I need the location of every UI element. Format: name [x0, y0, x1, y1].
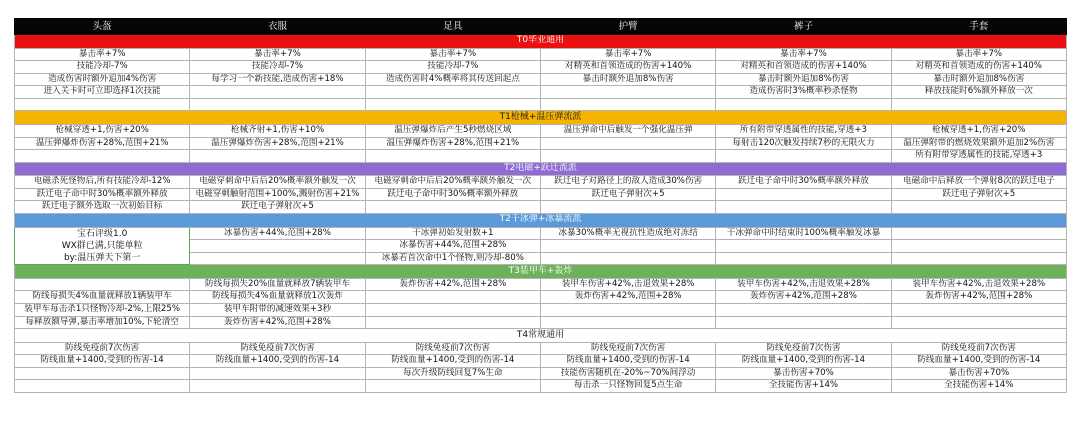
- table-cell: [190, 380, 365, 393]
- header-clothes: 衣服: [190, 19, 365, 35]
- table-cell: 暴击时额外追加8%伤害: [540, 73, 715, 86]
- table-cell: 电磁命中后释放一个弹射8次的跃迁电子: [891, 176, 1066, 189]
- table-cell: [365, 291, 540, 304]
- table-cell: [365, 98, 540, 111]
- table-cell: 电磁穿刺触射范围+100%,溅射伤害+21%: [190, 188, 365, 201]
- table-cell: 轰炸伤害+42%,范围+28%: [891, 291, 1066, 304]
- table-cell: 每学习一个新技能,造成伤害+18%: [190, 73, 365, 86]
- table-cell: [15, 367, 190, 380]
- table-row: [15, 48, 1067, 61]
- header-pants: 裤子: [716, 19, 891, 35]
- table-cell: 防线每损失4%血量就释放1辆装甲车: [15, 291, 190, 304]
- table-cell: [365, 304, 540, 317]
- table-cell: 防线免疫前7次伤害: [540, 342, 715, 355]
- table-cell: 技能冷却-7%: [15, 61, 190, 74]
- table-cell: [540, 150, 715, 163]
- table-row: [15, 73, 1067, 86]
- table-cell: 跃迁电子命中时30%概率额外释放: [15, 188, 190, 201]
- table-cell: [891, 227, 1066, 240]
- section-title: T2干冰弹+冰暴流派: [15, 214, 1067, 228]
- info-line: WX群已满,只能单粒: [61, 240, 143, 251]
- table-cell: 对精英和首领造成的伤害+140%: [540, 61, 715, 74]
- table-cell: 防线每损失20%血量就释放7辆装甲车: [190, 278, 365, 291]
- table-row: [15, 355, 1067, 368]
- table-cell: 释放技能时6%额外释放一次: [891, 86, 1066, 99]
- table-cell: 跃迁电子弹射次+5: [891, 188, 1066, 201]
- table-cell: [365, 150, 540, 163]
- table-cell: 每释放额导弹,暴击率增加10%,下轮清空: [15, 316, 190, 329]
- gem-table: [14, 18, 1067, 393]
- table-cell: 暴击伤害+70%: [716, 367, 891, 380]
- table-cell: [891, 304, 1066, 317]
- table-cell: 防线免疫前7次伤害: [891, 342, 1066, 355]
- table-cell: [540, 304, 715, 317]
- section-title: T0毕业通用: [15, 35, 1067, 49]
- table-cell: 暴击时额外追加8%伤害: [891, 73, 1066, 86]
- table-cell: 防线血量+1400,受到的伤害-14: [15, 355, 190, 368]
- table-cell: 温压弹爆炸后产生5秒燃烧区域: [365, 124, 540, 137]
- table-cell: 全技能伤害+14%: [716, 380, 891, 393]
- section-title: T3装甲车+轰炸: [15, 265, 1067, 279]
- table-cell: 防线血量+1400,受到的伤害-14: [891, 355, 1066, 368]
- table-cell: 装甲车每击杀1只怪物冷却-2%,上限25%: [15, 304, 190, 317]
- table-cell: 暴击率+7%: [540, 48, 715, 61]
- info-line: by:温压弹天下第一: [63, 252, 141, 263]
- table-cell: 暴击率+7%: [716, 48, 891, 61]
- table-cell: 温压弹命中后触发一个强化温压弹: [540, 124, 715, 137]
- table-cell: 轰炸伤害+42%,范围+28%: [365, 278, 540, 291]
- table-cell: [716, 240, 891, 253]
- table-cell: [540, 240, 715, 253]
- table-cell: [365, 380, 540, 393]
- table-cell: 温压弹爆炸伤害+28%,范围+21%: [365, 137, 540, 150]
- table-cell: 每次升级防线回复7%生命: [365, 367, 540, 380]
- table-cell: 枪械穿透+1,伤害+20%: [15, 124, 190, 137]
- table-cell: 防线每损失4%血量就释放1次轰炸: [190, 291, 365, 304]
- table-cell: 跃迁电子对路径上的敌人造成30%伤害: [540, 176, 715, 189]
- table-cell: 轰炸伤害+42%,范围+28%: [716, 291, 891, 304]
- section-t2b-header: [15, 214, 1067, 228]
- table-cell: [891, 252, 1066, 265]
- section-title: T4常规通用: [15, 329, 1067, 343]
- header-row: [15, 19, 1067, 35]
- table-cell: [891, 201, 1066, 214]
- table-cell: [190, 150, 365, 163]
- table-cell: [190, 367, 365, 380]
- table-cell: 防线血量+1400,受到的伤害-14: [190, 355, 365, 368]
- section-t3-header: [15, 265, 1067, 279]
- table-cell: [15, 98, 190, 111]
- table-cell: 装甲车伤害+42%,击退效果+28%: [891, 278, 1066, 291]
- table-cell: 跃迁电子弹射次+5: [190, 201, 365, 214]
- table-row: [15, 380, 1067, 393]
- table-row: [15, 227, 1067, 240]
- header-gloves: 手套: [891, 19, 1066, 35]
- table-cell: 跃迁电子额外选取一次初始目标: [15, 201, 190, 214]
- section-t1-header: [15, 111, 1067, 125]
- table-cell: 防线血量+1400,受到的伤害-14: [365, 355, 540, 368]
- header-boots: 足具: [365, 19, 540, 35]
- table-cell: 对精英和首领造成的伤害+140%: [891, 61, 1066, 74]
- table-cell: 防线免疫前7次伤害: [15, 342, 190, 355]
- table-cell: 温压弹爆炸伤害+28%,范围+21%: [190, 137, 365, 150]
- table-cell: [365, 201, 540, 214]
- table-cell: 对精英和首领造成的伤害+140%: [716, 61, 891, 74]
- table-cell: 冰暴30%概率无视抗性造成绝对冻结: [540, 227, 715, 240]
- table-row: [15, 316, 1067, 329]
- table-cell: [365, 86, 540, 99]
- table-cell: 温压弹附带的燃烧效果额外追加2%伤害: [891, 137, 1066, 150]
- table-cell: [365, 316, 540, 329]
- table-cell: [716, 252, 891, 265]
- section-t4-header: [15, 329, 1067, 343]
- table-cell: [891, 240, 1066, 253]
- table-cell: 电磁穿刺命中后后20%概率额外触发一次: [365, 176, 540, 189]
- table-cell: [540, 98, 715, 111]
- table-row: [15, 137, 1067, 150]
- table-cell: 暴击时额外追加8%伤害: [716, 73, 891, 86]
- table-cell: [540, 316, 715, 329]
- table-cell: 防线血量+1400,受到的伤害-14: [716, 355, 891, 368]
- table-cell: 造成伤害时4%概率将其传送回起点: [365, 73, 540, 86]
- table-cell: [716, 304, 891, 317]
- section-t0-header: [15, 35, 1067, 49]
- table-cell: 暴击率+7%: [891, 48, 1066, 61]
- table-cell: 温压弹爆炸伤害+28%,范围+21%: [15, 137, 190, 150]
- table-row: [15, 150, 1067, 163]
- table-cell: [15, 150, 190, 163]
- table-cell: [190, 240, 365, 253]
- table-cell: 暴击率+7%: [15, 48, 190, 61]
- table-cell: 每射击120次触发持续7秒的无限火力: [716, 137, 891, 150]
- table-cell: [15, 278, 190, 291]
- table-row: [15, 367, 1067, 380]
- table-cell: 暴击率+7%: [190, 48, 365, 61]
- section-title: T2电磁+跃迁流派: [15, 162, 1067, 176]
- table-cell: 装甲车伤害+42%,击退效果+28%: [716, 278, 891, 291]
- table-cell: 枪械齐射+1,伤害+10%: [190, 124, 365, 137]
- table-cell: [716, 316, 891, 329]
- table-cell: 技能伤害随机在-20%~70%间浮动: [540, 367, 715, 380]
- table-cell: [15, 380, 190, 393]
- table-cell: 防线免疫前7次伤害: [190, 342, 365, 355]
- table-cell: 造成伤害时3%概率秒杀怪物: [716, 86, 891, 99]
- table-cell: 防线血量+1400,受到的伤害-14: [540, 355, 715, 368]
- table-cell: [540, 86, 715, 99]
- table-cell: 防线免疫前7次伤害: [365, 342, 540, 355]
- info-line: 宝石评级1.0: [77, 228, 128, 239]
- table-cell: 装甲车伤害+42%,击退效果+28%: [540, 278, 715, 291]
- info-cell: [15, 227, 190, 265]
- table-cell: 电磁杀死怪物后,所有技能冷却-12%: [15, 176, 190, 189]
- table-cell: 所有附带穿透属性的技能,穿透+3: [716, 124, 891, 137]
- table-row: [15, 124, 1067, 137]
- header-bracers: 护臂: [540, 19, 715, 35]
- table-cell: 冰暴伤害+44%,范围+28%: [190, 227, 365, 240]
- table-row: [15, 291, 1067, 304]
- table-cell: [190, 252, 365, 265]
- table-cell: 装甲车附带的减速效果+3秒: [190, 304, 365, 317]
- table-row: [15, 304, 1067, 317]
- table-cell: 干冰弹命中时结束时100%概率触发冰暴: [716, 227, 891, 240]
- gem-tier-sheet: [14, 18, 1066, 393]
- header-helmet: 头盔: [15, 19, 190, 35]
- table-cell: 轰炸伤害+42%,范围+28%: [540, 291, 715, 304]
- table-cell: 全技能伤害+14%: [891, 380, 1066, 393]
- table-cell: 枪械穿透+1,伤害+20%: [891, 124, 1066, 137]
- table-cell: 暴击伤害+70%: [891, 367, 1066, 380]
- table-cell: 跃迁电子命中时30%概率额外释放: [716, 176, 891, 189]
- table-cell: [190, 98, 365, 111]
- table-cell: 冰暴若首次命中1个怪物,则冷却-80%: [365, 252, 540, 265]
- table-cell: 所有附带穿透属性的技能,穿透+3: [891, 150, 1066, 163]
- table-cell: [716, 201, 891, 214]
- table-cell: 技能冷却-7%: [365, 61, 540, 74]
- table-row: [15, 86, 1067, 99]
- table-cell: [716, 98, 891, 111]
- table-cell: 跃迁电子弹射次+5: [540, 188, 715, 201]
- table-row: [15, 201, 1067, 214]
- table-cell: 技能冷却-7%: [190, 61, 365, 74]
- table-row: [15, 98, 1067, 111]
- table-cell: [891, 316, 1066, 329]
- table-cell: 干冰弹初始发射数+1: [365, 227, 540, 240]
- table-cell: [540, 201, 715, 214]
- table-row: [15, 176, 1067, 189]
- table-cell: 冰暴伤害+44%,范围+28%: [365, 240, 540, 253]
- table-cell: 跃迁电子命中时30%概率额外释放: [365, 188, 540, 201]
- table-cell: [716, 188, 891, 201]
- table-cell: [716, 150, 891, 163]
- table-cell: 轰炸伤害+42%,范围+28%: [190, 316, 365, 329]
- table-cell: 造成伤害时额外追加4%伤害: [15, 73, 190, 86]
- section-title: T1枪械+温压弹流派: [15, 111, 1067, 125]
- table-cell: [190, 86, 365, 99]
- table-row: [15, 342, 1067, 355]
- table-cell: 进入关卡时可立即选择1次技能: [15, 86, 190, 99]
- table-row: [15, 278, 1067, 291]
- section-t2-header: [15, 162, 1067, 176]
- table-cell: 每击杀一只怪物回复5点生命: [540, 380, 715, 393]
- table-cell: [540, 137, 715, 150]
- table-cell: [540, 252, 715, 265]
- table-cell: 暴击率+7%: [365, 48, 540, 61]
- table-cell: 电磁穿刺命中后后20%概率额外触发一次: [190, 176, 365, 189]
- table-cell: [891, 98, 1066, 111]
- table-row: [15, 188, 1067, 201]
- table-row: [15, 61, 1067, 74]
- table-cell: 防线免疫前7次伤害: [716, 342, 891, 355]
